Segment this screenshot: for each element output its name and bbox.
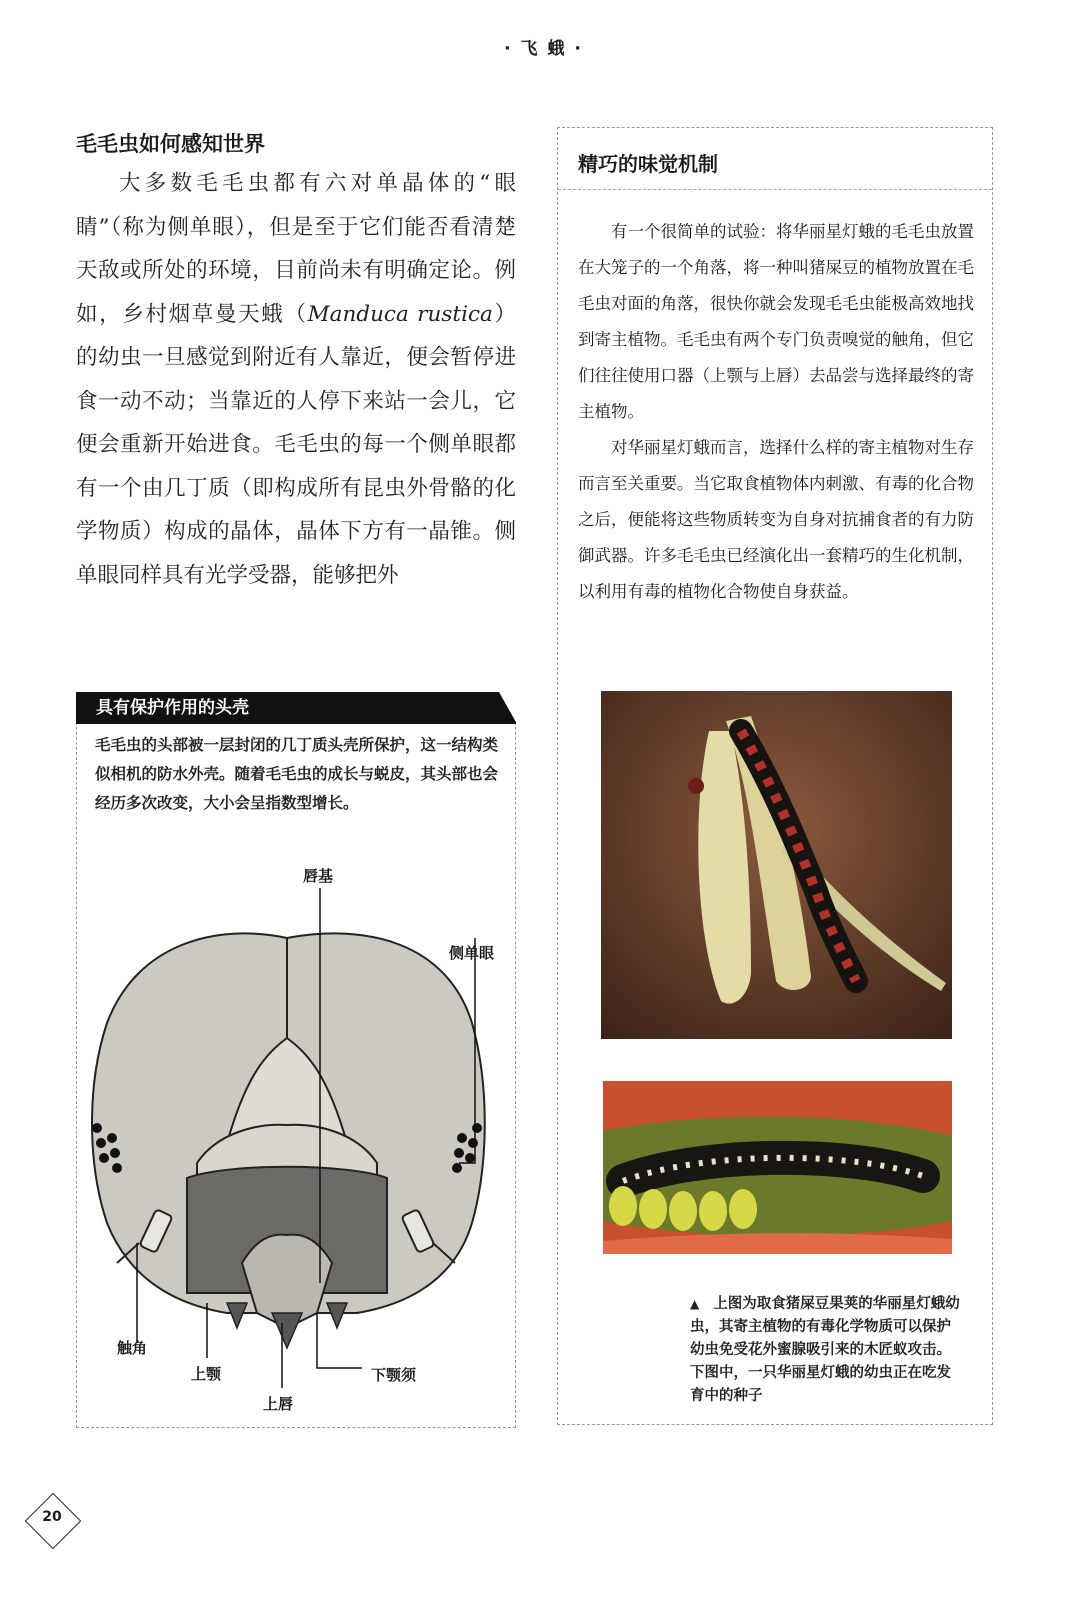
photo-caterpillar-on-pods [601,691,952,1039]
caption-arrow-icon: ▲ [690,1297,700,1311]
label-antenna: 触角 [117,1339,148,1357]
label-mandible: 上颚 [191,1365,222,1383]
page-number: 20 [26,1494,78,1546]
sidebar-divider [558,189,992,190]
head-capsule-box [76,692,516,1428]
latin-name: Manduca rustica [307,301,493,327]
label-ocelli: 侧单眼 [449,944,495,962]
photo-caterpillar-eating-seeds [603,1081,952,1254]
box-title: 具有保护作用的头壳 [76,692,516,724]
main-paragraph: 大多数毛毛虫都有六对单晶体的“眼睛”（称为侧单眼），但是至于它们能否看清楚天敌或所处的环境，目前尚未有明确定论。例如，乡村烟草曼天蛾（Manduca rustica）的幼虫一旦感觉到附近有人靠近，便会暂停进食一动不动；当靠近的人停下来站一会儿，它便会重新开始进食。毛毛虫的每一个侧单眼都有一个由几丁质（即构成所有昆虫外骨骼的化学物质）构成的晶体，晶体下方有一晶锥。侧单眼同样具有光学受器，能够把外 [76,171,516,588]
sidebar-panel [557,127,993,1425]
running-header: · 飞 蛾 · [504,39,583,59]
label-labrum: 上唇 [263,1395,294,1413]
sidebar-body [578,214,974,610]
sidebar-title: 精巧的味觉机制 [578,152,718,176]
section-title: 毛毛虫如何感知世界 [76,132,265,156]
main-body-text [76,162,516,597]
label-maxillary-palp: 下颚须 [371,1366,417,1384]
box-text: 毛毛虫的头部被一层封闭的几丁质头壳所保护，这一结构类似相机的防水外壳。随着毛毛虫的成长与蜕皮，其头部也会经历多次改变，大小会呈指数型增长。 [95,736,499,812]
head-capsule-diagram [77,843,515,1423]
label-clypeus: 唇基 [303,867,334,885]
sidebar-paragraph-2: 对华丽星灯蛾而言，选择什么样的寄主植物对生存而言至关重要。当它取食植物体内刺激、有毒的化合物之后，便能将这些物质转变为自身对抗捕食者的有力防御武器。许多毛毛虫已经演化出一套精巧的生化机制，以利用有毒的植物化合物使自身获益。 [578,438,974,601]
photo-caption: ▲ 上图为取食猪屎豆果荚的华丽星灯蛾幼虫，其寄主植物的有毒化学物质可以保护幼虫免受花外蜜腺吸引来的木匠蚁攻击。下图中，一只华丽星灯蛾的幼虫正在吃发育中的种子 [690,1296,960,1404]
sidebar-paragraph-1: 有一个很简单的试验：将华丽星灯蛾的毛毛虫放置在大笼子的一个角落，将一种叫猪屎豆的植物放置在毛毛虫对面的角落，很快你就会发现毛毛虫能极高效地找到寄主植物。毛毛虫有两个专门负责嗅觉的触角，但它们往往使用口器（上颚与上唇）去品尝与选择最终的寄主植物。 [578,222,974,421]
